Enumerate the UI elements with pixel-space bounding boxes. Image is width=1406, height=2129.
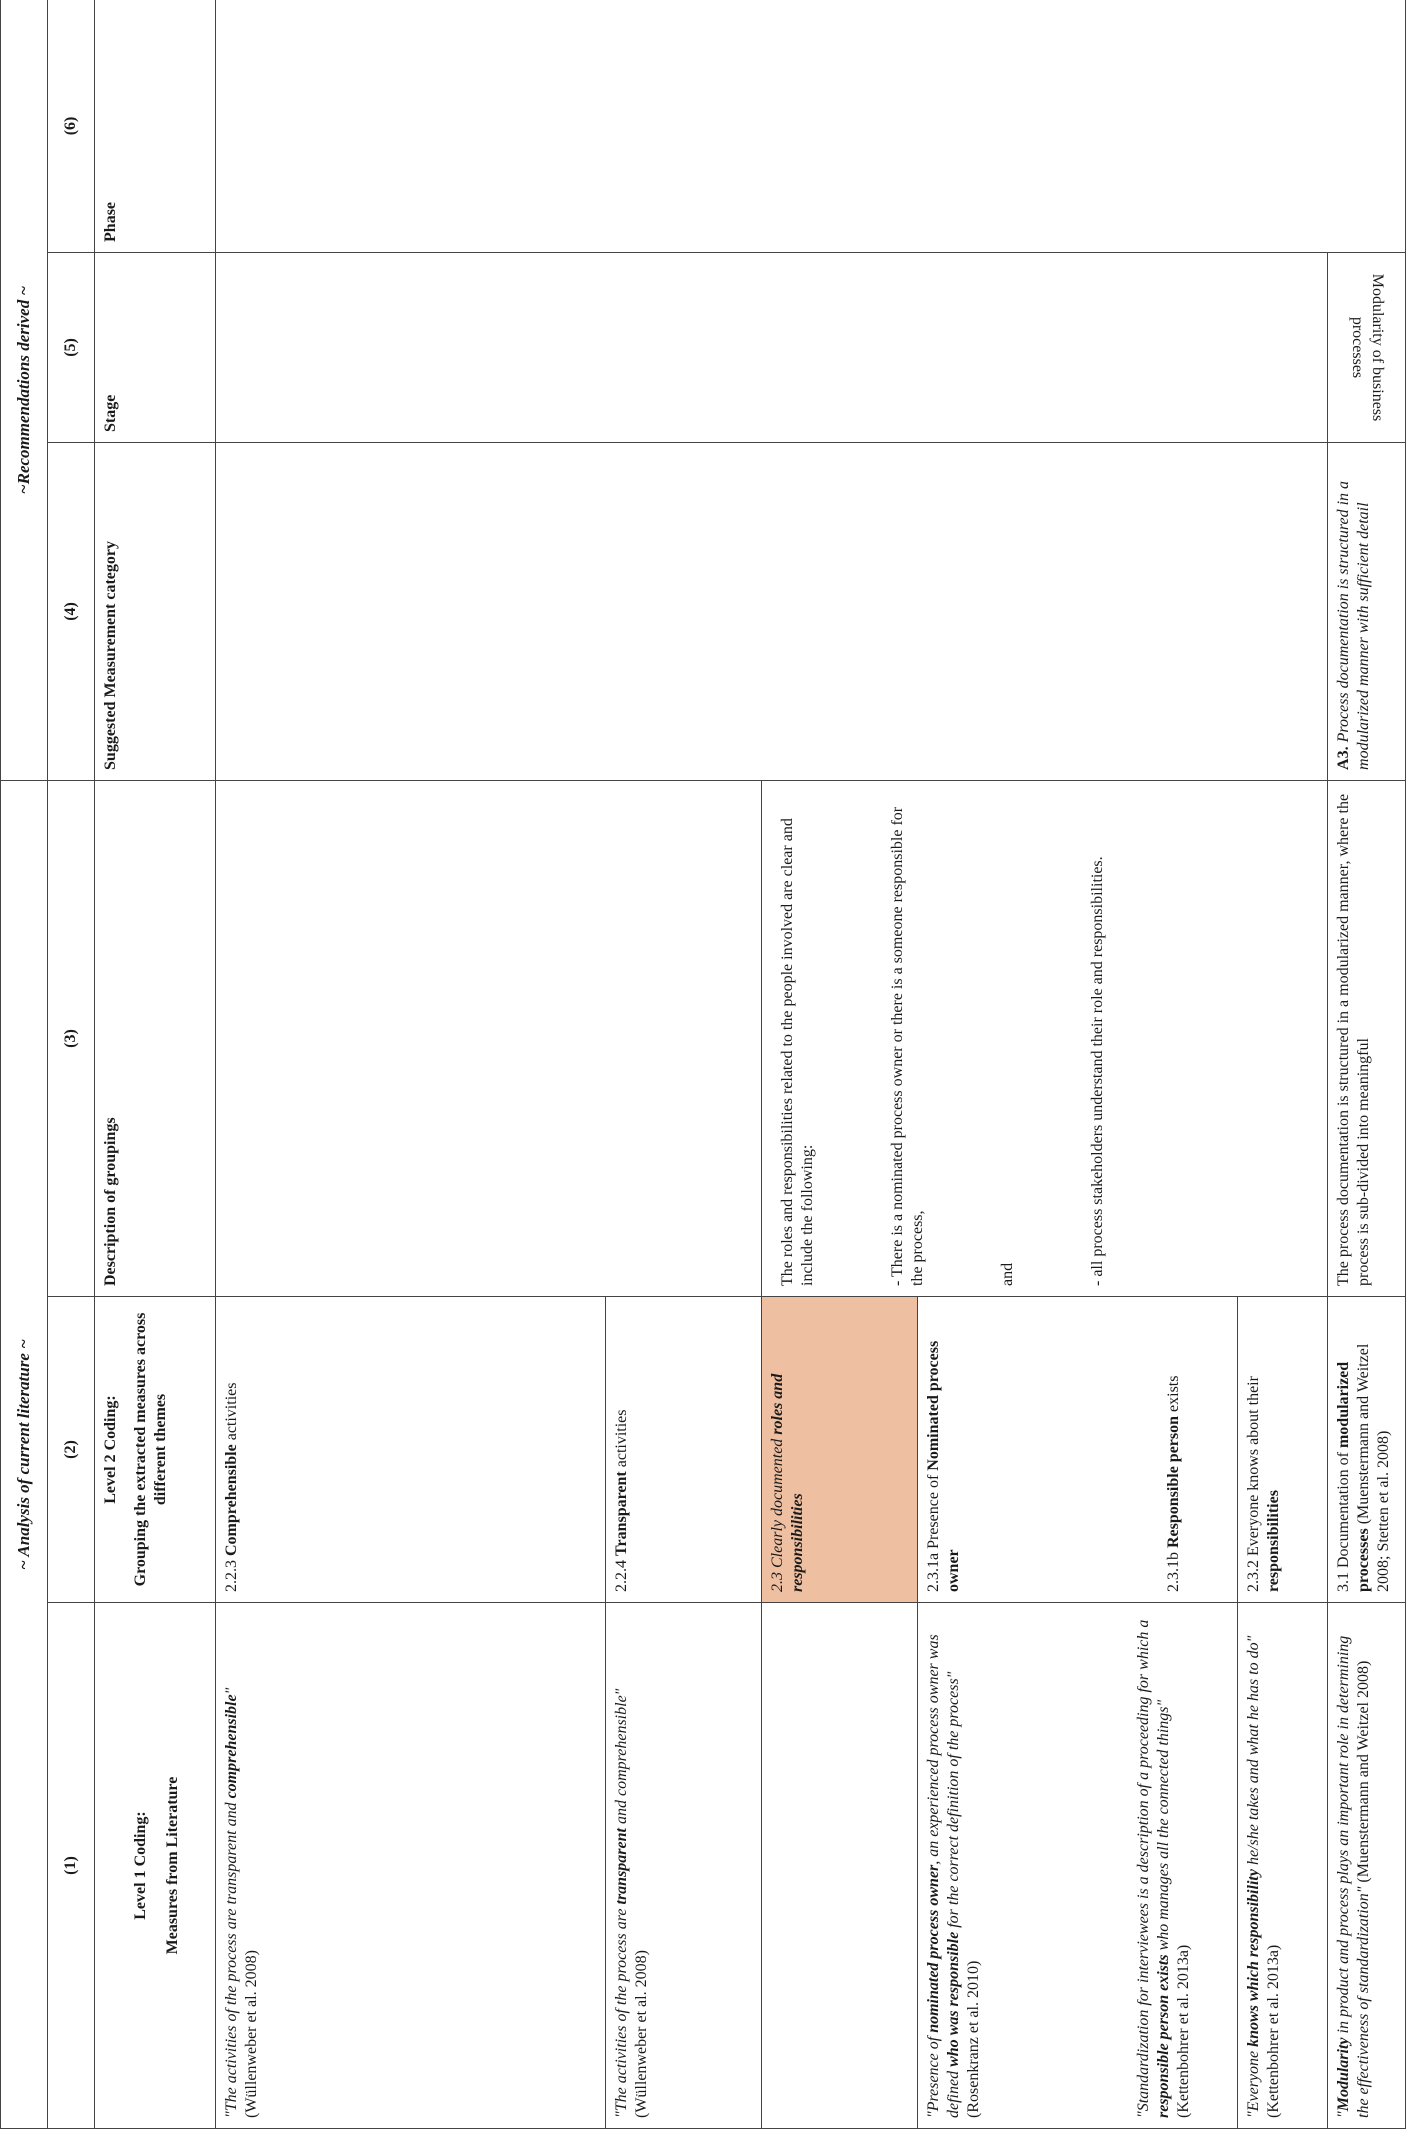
header-level1: [95, 1603, 216, 2129]
header-stage: Stage: [95, 252, 216, 442]
title-row: [1, 0, 48, 2129]
r6-stage-text: Modularity of business processes: [1348, 273, 1386, 422]
r6-grouping-cell: 3.1 Documentation of modularized processes (Muenstermann and Weitzel 2008; Stetten et al. 2008): [1328, 1297, 1406, 1603]
r4-grouping-a: 2.3.1a Presence of Nominated process owner: [925, 1340, 962, 1592]
col-number-4: (4): [48, 442, 95, 780]
r4-grouping-b: 2.3.1b Responsible person exists: [1165, 1375, 1182, 1592]
header-level2: [95, 1297, 216, 1603]
r6-measure-cell: "Modularity in product and process plays an important role in determining the effectiveness of standardization" (Muenstermann and Weitzel 2008): [1328, 1603, 1406, 2129]
r1-measure-cell: "The activities of the process are transparent and comprehensible" (Wüllenweber et al. 2008): [216, 1603, 606, 2129]
r4-measure-a: "Presence of nominated process owner, an experienced process owner was defined who was responsible for the correct definition of the process" (Rosenkranz et al. 2010): [925, 1634, 982, 2118]
r5-measure-cell: "Everyone knows which responsibility he/she takes and what he has to do" (Kettenbohrer et al. 2013a): [1238, 1603, 1328, 2129]
r4-grouping-cell: [918, 1297, 1238, 1603]
r3-desc-p1: The roles and responsibilities related to the people involved are clear and include the following:: [779, 818, 816, 1286]
r3-grouping-cell: 2.3 Clearly documented roles and responsibilities: [762, 1297, 918, 1603]
row-comprehensible: [216, 0, 606, 2129]
recommendations-title: ~Recommendations derived ~: [1, 0, 48, 780]
analysis-title: ~ Analysis of current literature ~: [1, 780, 48, 2128]
r3-measure-cell: [762, 1603, 918, 2129]
r1-stage-cell: [216, 252, 1328, 442]
header-measurement-category: Suggested Measurement category: [95, 442, 216, 780]
r3-description-cell: [762, 780, 1328, 1296]
r4-measure-b: "Standardization for interviewees is a description of a proceeding for which a responsible person exists who manages all the connected things" (Kettenbohrer et al. 2013a): [1135, 1619, 1192, 2118]
r6-category-cell: A3. Process documentation is structured in a modularized manner with sufficient detail: [1328, 442, 1406, 780]
r1-phase-cell: [216, 0, 1406, 252]
col-number-3: (3): [48, 780, 95, 1296]
col-number-2: (2): [48, 1297, 95, 1603]
r1-description-cell: [216, 780, 762, 1296]
col-number-6: (6): [48, 0, 95, 252]
r2-measure-cell: "The activities of the process are transparent and comprehensible" (Wüllenweber et al. 2008): [606, 1603, 762, 2129]
r3-desc-p3: and: [999, 1262, 1016, 1286]
r3-desc-p2: - There is a nominated process owner or there is a someone responsible for the process,: [889, 806, 926, 1286]
r6-description-cell: The process documentation is structured in a modularized manner, where the process is sub-divided into meaningful: [1328, 780, 1406, 1296]
row-modularity: [1328, 0, 1406, 2129]
r3-desc-p4: - all process stakeholders understand their role and responsibilities.: [1089, 856, 1106, 1286]
header-level2-line1: Level 2 Coding:: [102, 1395, 119, 1504]
header-row: [95, 0, 216, 2129]
header-level2-line2: Grouping the extracted measures across different themes: [132, 1312, 169, 1587]
header-level1-line1: Level 1 Coding:: [132, 1811, 149, 1920]
r2-grouping-cell: 2.2.4 Transparent activities: [606, 1297, 762, 1603]
r1-category-cell: [216, 442, 1328, 780]
header-level1-line2: Measures from Literature: [164, 1776, 181, 1955]
r5-grouping-cell: 2.3.2 Everyone knows about their responsibilities: [1238, 1297, 1328, 1603]
col-number-5: (5): [48, 252, 95, 442]
header-phase: Phase: [95, 0, 216, 252]
r6-stage-cell: [1328, 252, 1406, 442]
header-description: Description of groupings: [95, 780, 216, 1296]
col-number-1: (1): [48, 1603, 95, 2129]
column-number-row: [48, 0, 95, 2129]
r4-measure-cell: [918, 1603, 1238, 2129]
r1-grouping-cell: 2.2.3 Comprehensible activities: [216, 1297, 606, 1603]
